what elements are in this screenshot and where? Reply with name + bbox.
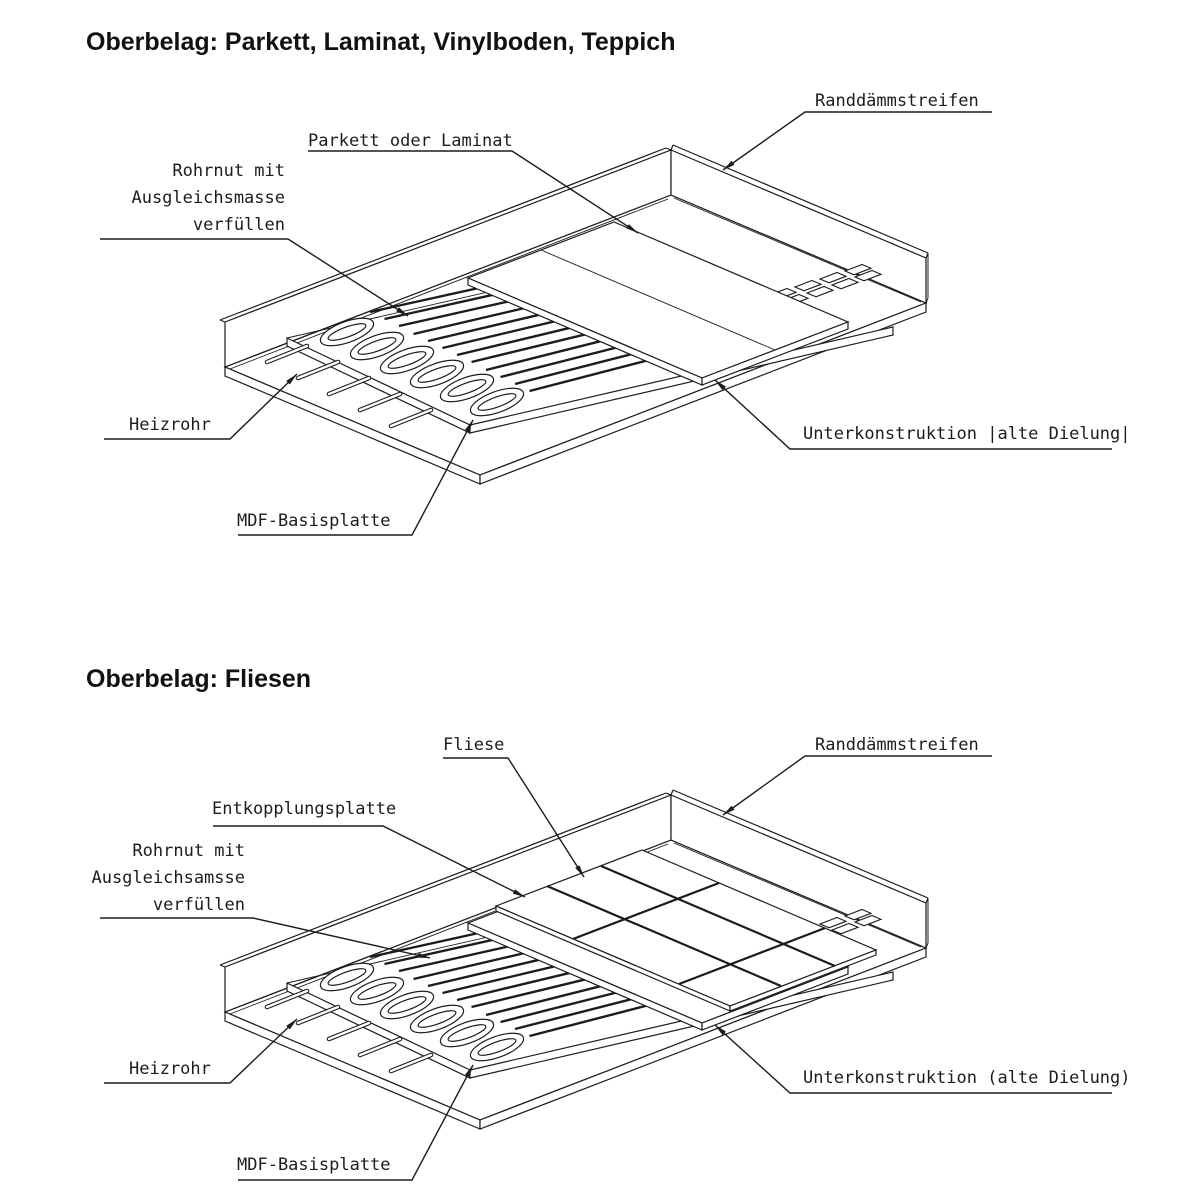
label-entkopplungsplatte: Entkopplungsplatte xyxy=(212,799,397,819)
label-randdaemmstreifen-1: Randdämmstreifen xyxy=(815,91,979,111)
diagram1-title: Oberbelag: Parkett, Laminat, Vinylboden, Teppich xyxy=(86,28,676,56)
label-rohrnut-1-line2: Ausgleichsmasse xyxy=(131,188,285,208)
label-mdf-basisplatte-1: MDF-Basisplatte xyxy=(237,511,391,531)
label-rohrnut-2-line2: Ausgleichsamsse xyxy=(91,868,245,888)
label-parkett-oder-laminat: Parkett oder Laminat xyxy=(308,131,513,151)
label-rohrnut-1-line1: Rohrnut mit xyxy=(172,161,285,181)
label-unterkonstruktion-2: Unterkonstruktion (alte Dielung) xyxy=(803,1068,1131,1088)
label-heizrohr-1: Heizrohr xyxy=(129,415,211,435)
label-rohrnut-1-line3: verfüllen xyxy=(192,215,285,235)
diagram2-title: Oberbelag: Fliesen xyxy=(86,665,312,693)
label-randdaemmstreifen-2: Randdämmstreifen xyxy=(815,735,979,755)
label-unterkonstruktion-1: Unterkonstruktion |alte Dielung| xyxy=(803,424,1131,444)
label-heizrohr-2: Heizrohr xyxy=(129,1059,211,1079)
label-mdf-basisplatte-2: MDF-Basisplatte xyxy=(237,1155,391,1175)
label-rohrnut-1 xyxy=(90,158,285,239)
label-rohrnut-2-line1: Rohrnut mit xyxy=(132,841,245,861)
label-rohrnut-2 xyxy=(60,838,245,919)
label-fliese: Fliese xyxy=(443,735,505,755)
label-rohrnut-2-line3: verfüllen xyxy=(152,895,245,915)
